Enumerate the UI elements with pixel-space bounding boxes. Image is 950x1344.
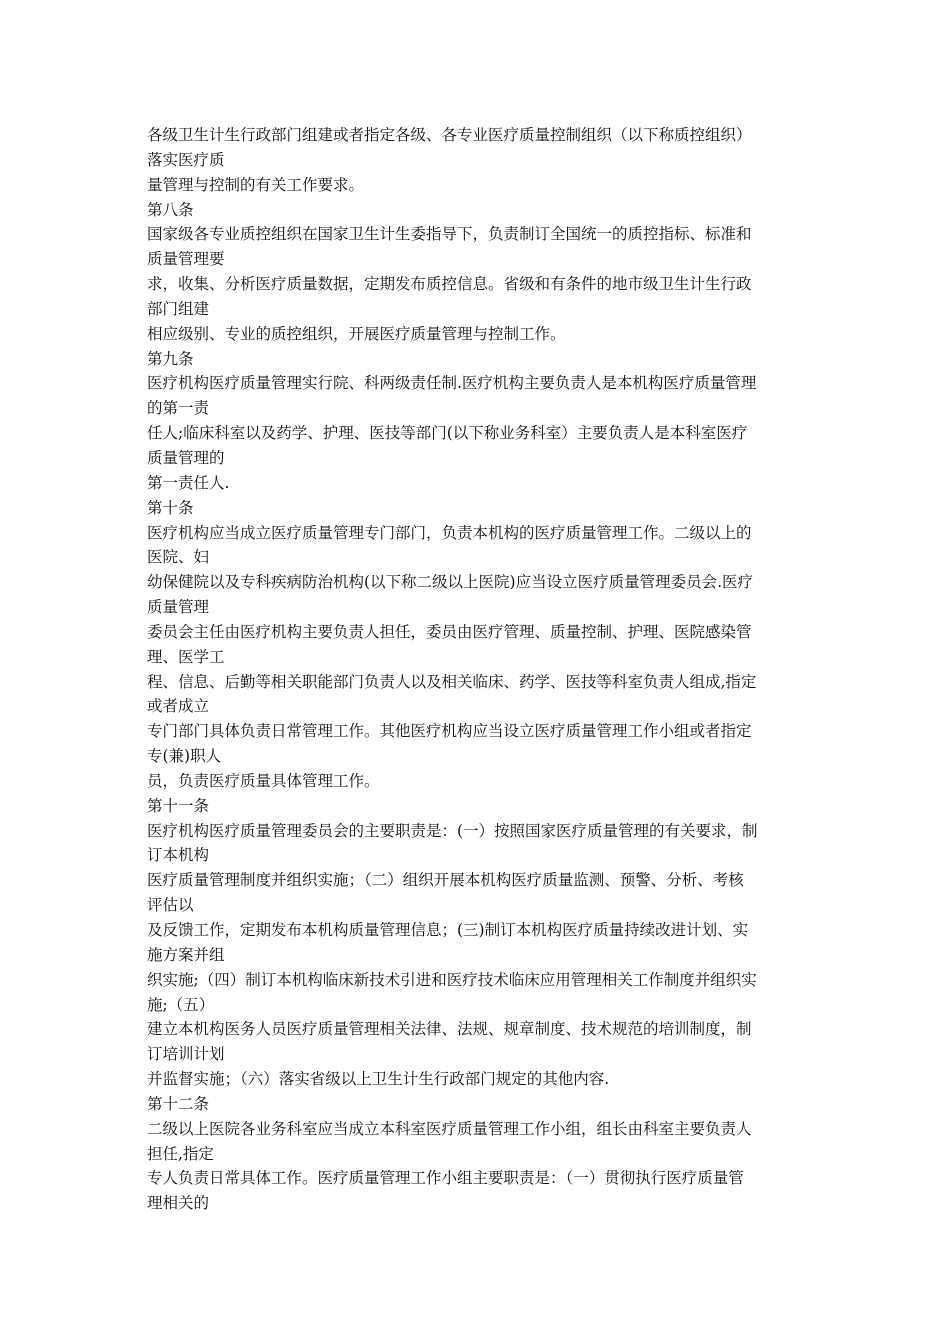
text-line: 医疗质量管理制度并组织实施；（二）组织开展本机构医疗质量监测、预警、分析、考核 [147, 871, 744, 890]
text-line: 订培训计划 [147, 1045, 225, 1064]
text-line: 担任,指定 [147, 1144, 214, 1163]
text-line: 量管理与控制的有关工作要求。 [147, 175, 365, 194]
text-line: 并监督实施；（六）落实省级以上卫生计生行政部门规定的其他内容. [147, 1070, 610, 1089]
text-line: 医疗机构医疗质量管理委员会的主要职责是：(一）按照国家医疗质量管理的有关要求，制 [147, 821, 758, 840]
text-line: 二级以上医院各业务科室应当成立本科室医疗质量管理工作小组，组长由科室主要负责人 [147, 1119, 752, 1138]
text-line: 评估以 [147, 896, 194, 915]
text-line: 施方案并组 [147, 945, 225, 964]
text-line: 质量管理要 [147, 250, 225, 269]
text-line: 专(兼)职人 [147, 747, 222, 766]
article-heading: 第九条 [147, 349, 194, 368]
text-line: 及反馈工作，定期发布本机构质量管理信息；(三)制订本机构医疗质量持续改进计划、实 [147, 921, 749, 939]
text-line: 国家级各专业质控组织在国家卫生计生委指导下，负责制订全国统一的质控指标、标准和 [147, 225, 752, 244]
text-line: 或者成立 [147, 697, 210, 716]
text-line: 理相关的 [147, 1194, 210, 1213]
text-line: 医疗机构医疗质量管理实行院、科两级责任制.医疗机构主要负责人是本机构医疗质量管理 [147, 374, 757, 393]
text-line: 幼保健院以及专科疾病防治机构(以下称二级以上医院)应当设立医疗质量管理委员会.医疗 [147, 573, 754, 592]
text-line: 织实施;（四）制订本机构临床新技术引进和医疗技术临床应用管理相关工作制度并组织实 [147, 970, 757, 989]
text-line: 各级卫生计生行政部门组建或者指定各级、各专业医疗质量控制组织（以下称质控组织） [147, 126, 752, 144]
text-line: 相应级别、专业的质控组织，开展医疗质量管理与控制工作。 [147, 324, 566, 343]
text-line: 的第一责 [147, 399, 210, 418]
text-line: 委员会主任由医疗机构主要负责人担任，委员由医疗管理、质量控制、护理、医院感染管 [147, 622, 752, 641]
text-line: 第一责任人. [147, 473, 230, 492]
text-line: 建立本机构医务人员医疗质量管理相关法律、法规、规章制度、技术规范的培训制度，制 [147, 1020, 752, 1039]
text-line: 程、信息、后勤等相关职能部门负责人以及相关临床、药学、医技等科室负责人组成,指定 [147, 672, 757, 691]
document-body [147, 123, 812, 1216]
text-line: 任人;临床科室以及药学、护理、医技等部门(以下称业务科室）主要负责人是本科室医疗 [147, 424, 748, 443]
text-line: 专门部门具体负责日常管理工作。其他医疗机构应当设立医疗质量管理工作小组或者指定 [147, 722, 752, 741]
text-line: 专人负责日常具体工作。医疗质量管理工作小组主要职责是：（一）贯彻执行医疗质量管 [147, 1169, 744, 1188]
text-line: 订本机构 [147, 846, 210, 865]
text-line: 理、医学工 [147, 647, 225, 666]
text-line: 质量管理 [147, 598, 210, 617]
text-line: 落实医疗质 [147, 150, 225, 169]
text-line: 质量管理的 [147, 448, 225, 467]
text-line: 员，负责医疗质量具体管理工作。 [147, 771, 380, 790]
text-line: 施;（五） [147, 995, 215, 1014]
article-heading: 第十二条 [147, 1094, 210, 1113]
text-line: 求，收集、分析医疗质量数据，定期发布质控信息。省级和有条件的地市级卫生计生行政 [147, 275, 752, 294]
text-line: 医疗机构应当成立医疗质量管理专门部门，负责本机构的医疗质量管理工作。二级以上的 [147, 523, 752, 542]
text-line: 医院、妇 [147, 548, 210, 567]
article-heading: 第十条 [147, 498, 194, 517]
article-heading: 第八条 [147, 200, 194, 219]
article-heading: 第十一条 [147, 796, 210, 815]
text-line: 部门组建 [147, 299, 210, 318]
